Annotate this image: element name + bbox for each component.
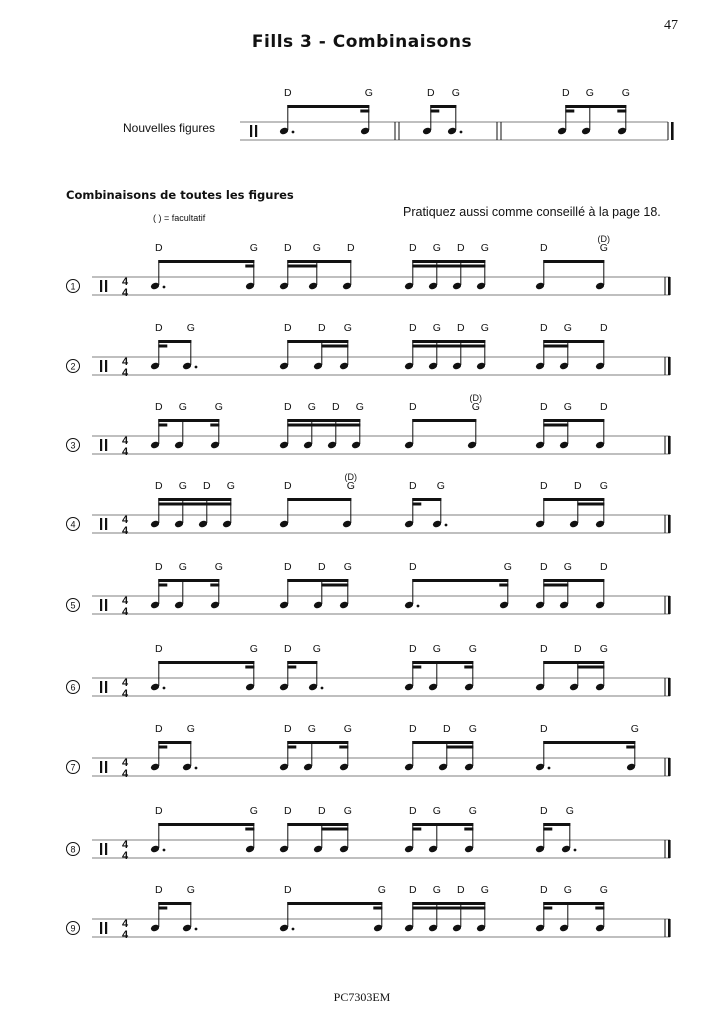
percussion-clef: [105, 360, 107, 372]
beam: [158, 419, 219, 422]
sticking-label: D: [540, 480, 548, 492]
sticking-label: D: [284, 884, 292, 896]
sticking-label: G: [480, 322, 489, 334]
time-signature-top: 4: [121, 276, 129, 288]
sticking-label: G: [563, 884, 572, 896]
augmentation-dot: [163, 687, 166, 690]
beam: [595, 907, 604, 910]
new-figures-label: Nouvelles figures: [123, 121, 216, 135]
time-signature-top: 4: [121, 435, 129, 447]
sticking-label: D: [540, 401, 548, 413]
percussion-clef: [100, 681, 102, 693]
beam: [210, 584, 219, 587]
sticking-label: G: [585, 87, 594, 99]
sticking-label: D: [409, 805, 417, 817]
percussion-clef: [105, 280, 107, 292]
sticking-label: G: [312, 242, 321, 254]
beam: [287, 419, 360, 422]
time-signature-top: 4: [121, 757, 129, 769]
percussion-clef: [105, 518, 107, 530]
sticking-label: G: [343, 805, 352, 817]
sticking-label: G: [186, 322, 195, 334]
time-signature-bottom: 4: [121, 606, 129, 618]
beam: [158, 579, 219, 582]
beam: [287, 579, 348, 582]
sticking-label: G: [503, 561, 512, 573]
beam: [577, 666, 604, 669]
time-signature-top: 4: [121, 514, 129, 526]
sticking-label: D: [540, 561, 548, 573]
beam: [543, 741, 635, 744]
beam: [446, 746, 473, 749]
time-signature-bottom: 4: [121, 367, 129, 379]
beam: [543, 823, 570, 826]
beam: [412, 503, 421, 506]
sticking-label: D: [284, 322, 292, 334]
beam: [412, 419, 476, 422]
augmentation-dot: [574, 849, 577, 852]
sticking-label: D: [540, 805, 548, 817]
beam: [158, 260, 254, 263]
sticking-label: D: [409, 401, 417, 413]
sticking-label: D: [574, 643, 582, 655]
beam: [287, 746, 296, 749]
percussion-clef: [105, 439, 107, 451]
optional-sticking-label: (D): [469, 393, 483, 403]
sticking-label: G: [214, 401, 223, 413]
exercise-number: 6: [70, 682, 76, 693]
percussion-clef: [100, 280, 102, 292]
time-signature-bottom: 4: [121, 768, 129, 780]
final-barline: [668, 357, 671, 375]
page-number: 47: [664, 18, 678, 33]
beam: [565, 110, 574, 113]
sticking-label: G: [249, 242, 258, 254]
sticking-label: G: [364, 87, 373, 99]
sticking-label: G: [599, 242, 608, 254]
sticking-label: G: [480, 242, 489, 254]
sticking-label: D: [332, 401, 340, 413]
sticking-label: G: [432, 884, 441, 896]
sticking-label: G: [186, 884, 195, 896]
exercise-number: 1: [70, 281, 76, 292]
percussion-clef: [255, 125, 257, 137]
beam: [543, 579, 604, 582]
sticking-label: D: [318, 561, 326, 573]
sticking-label: G: [377, 884, 386, 896]
sticking-label: G: [565, 805, 574, 817]
percussion-clef: [105, 922, 107, 934]
sticking-label: D: [540, 643, 548, 655]
sticking-label: D: [155, 242, 163, 254]
augmentation-dot: [163, 849, 166, 852]
augmentation-dot: [460, 131, 463, 134]
beam: [287, 340, 348, 343]
percussion-clef: [105, 761, 107, 773]
sticking-label: G: [468, 723, 477, 735]
beam: [464, 828, 473, 831]
sticking-label: D: [155, 884, 163, 896]
optional-sticking-label: (D): [344, 472, 358, 482]
sticking-label: D: [574, 480, 582, 492]
sticking-label: G: [468, 643, 477, 655]
sticking-label: G: [599, 480, 608, 492]
sticking-label: G: [307, 723, 316, 735]
percussion-clef: [100, 922, 102, 934]
final-barline: [668, 758, 671, 776]
beam: [617, 110, 626, 113]
beam: [287, 666, 296, 669]
beam: [543, 584, 568, 587]
augmentation-dot: [292, 131, 295, 134]
beam: [245, 265, 254, 268]
beam: [543, 498, 604, 501]
sticking-label: D: [155, 723, 163, 735]
sticking-label: G: [563, 561, 572, 573]
sticking-label: G: [343, 723, 352, 735]
sticking-label: D: [155, 561, 163, 573]
beam: [543, 419, 604, 422]
beam: [158, 823, 254, 826]
final-barline: [668, 277, 671, 295]
sticking-label: D: [562, 87, 570, 99]
beam: [287, 260, 351, 263]
exercise-number: 5: [70, 600, 76, 611]
beam: [543, 902, 604, 905]
beam: [158, 746, 167, 749]
time-signature-top: 4: [121, 839, 129, 851]
sticking-label: G: [630, 723, 639, 735]
time-signature-top: 4: [121, 918, 129, 930]
sticking-label: D: [540, 723, 548, 735]
exercise-number: 8: [70, 844, 76, 855]
percussion-clef: [100, 843, 102, 855]
exercise-number: 9: [70, 923, 76, 934]
beam: [412, 260, 485, 263]
beam: [412, 340, 485, 343]
beam: [321, 584, 348, 587]
sticking-label: D: [155, 322, 163, 334]
time-signature-bottom: 4: [121, 525, 129, 537]
sticking-label: D: [409, 480, 417, 492]
beam: [412, 666, 421, 669]
sticking-label: D: [409, 884, 417, 896]
sticking-label: G: [599, 643, 608, 655]
beam: [543, 424, 568, 427]
sticking-label: G: [249, 805, 258, 817]
exercise-number: 7: [70, 762, 76, 773]
sticking-label: G: [312, 643, 321, 655]
sticking-label: D: [284, 480, 292, 492]
beam: [158, 584, 167, 587]
page-title: Fills 3 - Combinaisons: [251, 32, 473, 52]
beam: [464, 666, 473, 669]
sticking-label: D: [409, 561, 417, 573]
sticking-label: D: [284, 87, 292, 99]
sticking-label: D: [409, 643, 417, 655]
beam: [543, 828, 552, 831]
percussion-clef: [100, 761, 102, 773]
beam: [543, 340, 604, 343]
beam: [158, 424, 167, 427]
sticking-label: G: [343, 322, 352, 334]
sticking-label: G: [563, 322, 572, 334]
beam: [158, 741, 191, 744]
percussion-clef: [100, 360, 102, 372]
beam: [412, 907, 485, 910]
sticking-label: G: [178, 401, 187, 413]
beam: [412, 345, 485, 348]
practice-note: Pratiquez aussi comme conseillé à la page 18.: [403, 205, 661, 219]
sticking-label: D: [540, 884, 548, 896]
sticking-label: D: [347, 242, 355, 254]
time-signature-bottom: 4: [121, 929, 129, 941]
beam: [287, 902, 382, 905]
time-signature-bottom: 4: [121, 850, 129, 862]
sticking-label: G: [436, 480, 445, 492]
time-signature-bottom: 4: [121, 446, 129, 458]
percussion-clef: [105, 843, 107, 855]
beam: [287, 424, 360, 427]
sticking-label: G: [599, 884, 608, 896]
sticking-label: D: [155, 401, 163, 413]
beam: [245, 828, 254, 831]
sticking-label: G: [214, 561, 223, 573]
exercise-number: 2: [70, 361, 76, 372]
optional-sticking-label: (D): [597, 234, 611, 244]
beam: [339, 746, 348, 749]
sticking-label: D: [600, 401, 608, 413]
final-barline: [668, 678, 671, 696]
sticking-label: G: [178, 480, 187, 492]
beam: [543, 907, 552, 910]
beam: [287, 741, 348, 744]
sticking-label: G: [307, 401, 316, 413]
sticking-label: D: [203, 480, 211, 492]
beam: [430, 105, 456, 108]
beam: [412, 265, 485, 268]
time-signature-bottom: 4: [121, 287, 129, 299]
sticking-label: D: [540, 242, 548, 254]
exercise-number: 4: [70, 519, 76, 530]
beam: [158, 661, 254, 664]
beam: [321, 828, 348, 831]
beam: [412, 823, 473, 826]
beam: [321, 345, 348, 348]
beam: [210, 424, 219, 427]
sticking-label: G: [480, 884, 489, 896]
beam: [158, 503, 231, 506]
final-barline: [668, 919, 671, 937]
beam: [158, 345, 167, 348]
sticking-label: D: [427, 87, 435, 99]
final-barline: [671, 122, 674, 140]
augmentation-dot: [548, 767, 551, 770]
time-signature-bottom: 4: [121, 688, 129, 700]
beam: [287, 661, 317, 664]
beam: [360, 110, 369, 113]
time-signature-top: 4: [121, 677, 129, 689]
sticking-label: G: [178, 561, 187, 573]
beam: [287, 823, 348, 826]
beam: [499, 584, 508, 587]
augmentation-dot: [195, 767, 198, 770]
sticking-label: D: [409, 723, 417, 735]
beam: [158, 498, 231, 501]
sticking-label: G: [468, 805, 477, 817]
augmentation-dot: [321, 687, 324, 690]
sticking-label: D: [284, 561, 292, 573]
beam: [287, 105, 369, 108]
sticking-label: G: [346, 480, 355, 492]
percussion-clef: [100, 439, 102, 451]
sticking-label: D: [600, 561, 608, 573]
sticking-label: D: [284, 805, 292, 817]
beam: [412, 828, 421, 831]
sticking-label: D: [284, 401, 292, 413]
beam: [565, 105, 626, 108]
sticking-label: G: [621, 87, 630, 99]
augmentation-dot: [195, 928, 198, 931]
augmentation-dot: [417, 605, 420, 608]
sticking-label: D: [457, 242, 465, 254]
time-signature-top: 4: [121, 356, 129, 368]
beam: [412, 741, 473, 744]
sticking-label: D: [318, 322, 326, 334]
beam: [577, 503, 604, 506]
sticking-label: D: [155, 805, 163, 817]
final-barline: [668, 515, 671, 533]
section-title: Combinaisons de toutes les figures: [66, 188, 294, 202]
final-barline: [668, 596, 671, 614]
sticking-label: G: [355, 401, 364, 413]
percussion-clef: [250, 125, 252, 137]
percussion-clef: [100, 599, 102, 611]
sticking-label: D: [284, 723, 292, 735]
sticking-label: D: [284, 242, 292, 254]
time-signature-top: 4: [121, 595, 129, 607]
sticking-label: G: [451, 87, 460, 99]
sticking-label: D: [443, 723, 451, 735]
sticking-label: G: [471, 401, 480, 413]
beam: [158, 902, 191, 905]
sticking-label: D: [155, 643, 163, 655]
sticking-label: D: [409, 322, 417, 334]
beam: [412, 661, 473, 664]
beam: [543, 260, 604, 263]
sticking-label: D: [540, 322, 548, 334]
sticking-label: D: [155, 480, 163, 492]
beam: [287, 498, 351, 501]
beam: [430, 110, 439, 113]
beam: [287, 265, 317, 268]
footer-code: PC7303EM: [333, 990, 391, 1004]
beam: [412, 579, 508, 582]
sticking-label: G: [432, 242, 441, 254]
exercise-number: 3: [70, 440, 76, 451]
beam: [245, 666, 254, 669]
beam: [543, 661, 604, 664]
sticking-label: G: [343, 561, 352, 573]
beam: [412, 498, 441, 501]
sticking-label: D: [457, 322, 465, 334]
beam: [158, 340, 191, 343]
augmentation-dot: [292, 928, 295, 931]
sticking-label: D: [318, 805, 326, 817]
beam: [373, 907, 382, 910]
beam: [412, 902, 485, 905]
percussion-clef: [105, 681, 107, 693]
augmentation-dot: [445, 524, 448, 527]
final-barline: [668, 436, 671, 454]
sticking-label: D: [457, 884, 465, 896]
sticking-label: G: [432, 805, 441, 817]
sticking-label: D: [284, 643, 292, 655]
beam: [626, 746, 635, 749]
sticking-label: G: [432, 322, 441, 334]
beam: [158, 907, 167, 910]
sticking-label: D: [600, 322, 608, 334]
sticking-label: D: [409, 242, 417, 254]
sticking-label: G: [226, 480, 235, 492]
percussion-clef: [100, 518, 102, 530]
sticking-label: G: [249, 643, 258, 655]
augmentation-dot: [195, 366, 198, 369]
final-barline: [668, 840, 671, 858]
sticking-label: G: [563, 401, 572, 413]
sticking-label: G: [432, 643, 441, 655]
beam: [543, 345, 568, 348]
percussion-clef: [105, 599, 107, 611]
sticking-label: G: [186, 723, 195, 735]
optional-note: ( ) = facultatif: [153, 213, 206, 223]
augmentation-dot: [163, 286, 166, 289]
